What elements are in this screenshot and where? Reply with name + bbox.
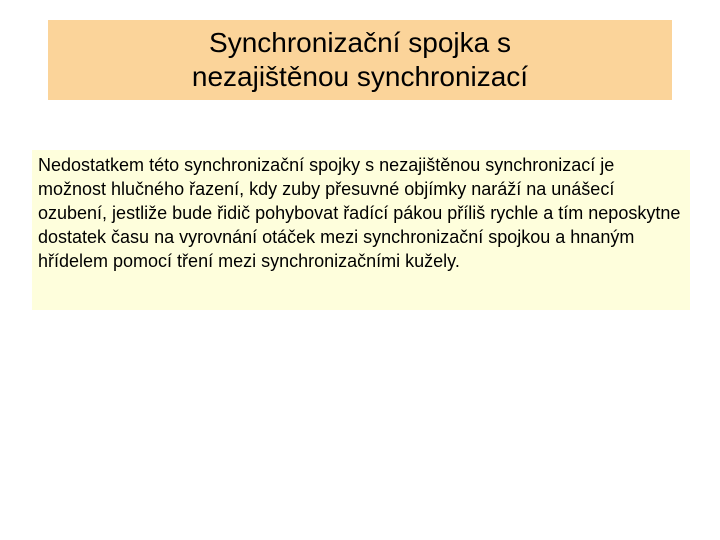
slide-body-text [38, 153, 684, 273]
body-lead-word: Nedostatkem [38, 155, 145, 175]
body-rest-text: této synchronizační spojky s nezajištěnou synchronizací je možnost hlučného řazení, kdy zuby přesuvné objímky naráží na unášecí ozubení, jestliže bude řidič pohybovat řadící pákou příliš rychle a tím neposkytne dostatek času na vyrovnání otáček mezi synchronizační spojkou a hnaným hřídelem pomocí tření mezi synchronizačními kužely. [38, 155, 681, 271]
slide-title-box [48, 20, 672, 100]
slide-title: Synchronizační spojka s nezajištěnou synchronizací [191, 27, 529, 92]
slide-body-box [32, 150, 690, 310]
